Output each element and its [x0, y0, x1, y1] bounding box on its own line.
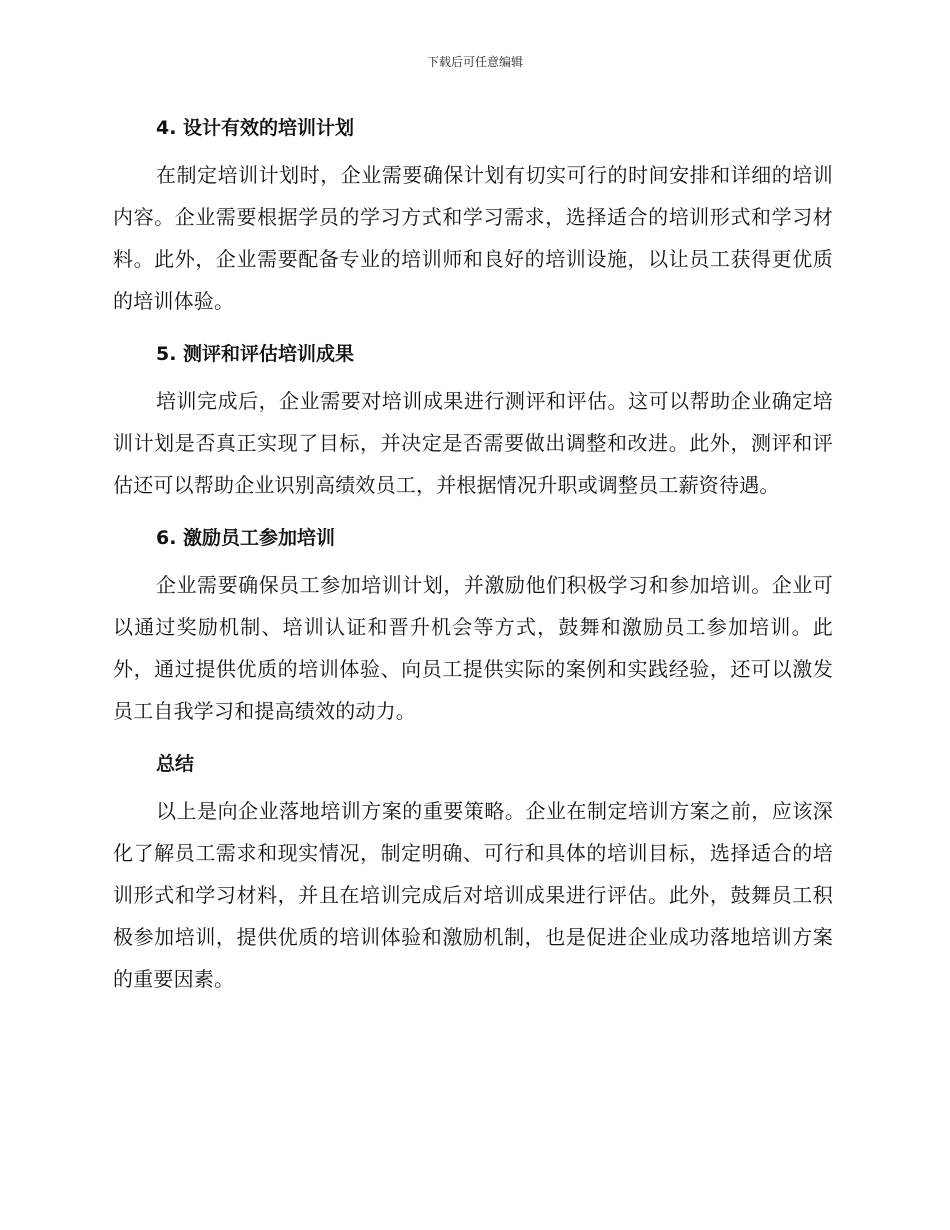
page-header: 下载后可任意编辑 [426, 55, 523, 69]
section-heading: 6. 激励员工参加培训 [156, 527, 336, 549]
section-4 [113, 110, 833, 322]
section-paragraph: 企业需要确保员工参加培训计划，并激励他们积极学习和参加培训。企业可以通过奖励机制、培训认证和晋升机会等方式，鼓舞和激励员工参加培训。此外，通过提供优质的培训体验、向员工提供实际的案例和实践经验，还可以激发员工自我学习和提高绩效的动力。 [113, 573, 833, 723]
document-body [113, 110, 833, 1014]
section-summary [113, 746, 833, 1000]
section-paragraph: 在制定培训计划时，企业需要确保计划有切实可行的时间安排和详细的培训内容。企业需要根据学员的学习方式和学习需求，选择适合的培训形式和学习材料。此外，企业需要配备专业的培训师和良好的培训设施，以让员工获得更优质的培训体验。 [113, 163, 833, 313]
section-heading: 5. 测评和评估培训成果 [156, 343, 355, 365]
section-paragraph: 以上是向企业落地培训方案的重要策略。企业在制定培训方案之前，应该深化了解员工需求和现实情况，制定明确、可行和具体的培训目标，选择适合的培训形式和学习材料，并且在培训完成后对培训成果进行评估。此外，鼓舞员工积极参加培训，提供优质的培训体验和激励机制，也是促进企业成功落地培训方案的重要因素。 [113, 799, 833, 991]
section-6 [113, 520, 833, 732]
section-heading: 4. 设计有效的培训计划 [156, 117, 355, 139]
section-paragraph: 培训完成后，企业需要对培训成果进行测评和评估。这可以帮助企业确定培训计划是否真正实现了目标，并决定是否需要做出调整和改进。此外，测评和评估还可以帮助企业识别高绩效员工，并根据情况升职或调整员工薪资待遇。 [113, 389, 833, 497]
section-heading: 总结 [156, 753, 195, 775]
section-5 [113, 336, 833, 506]
